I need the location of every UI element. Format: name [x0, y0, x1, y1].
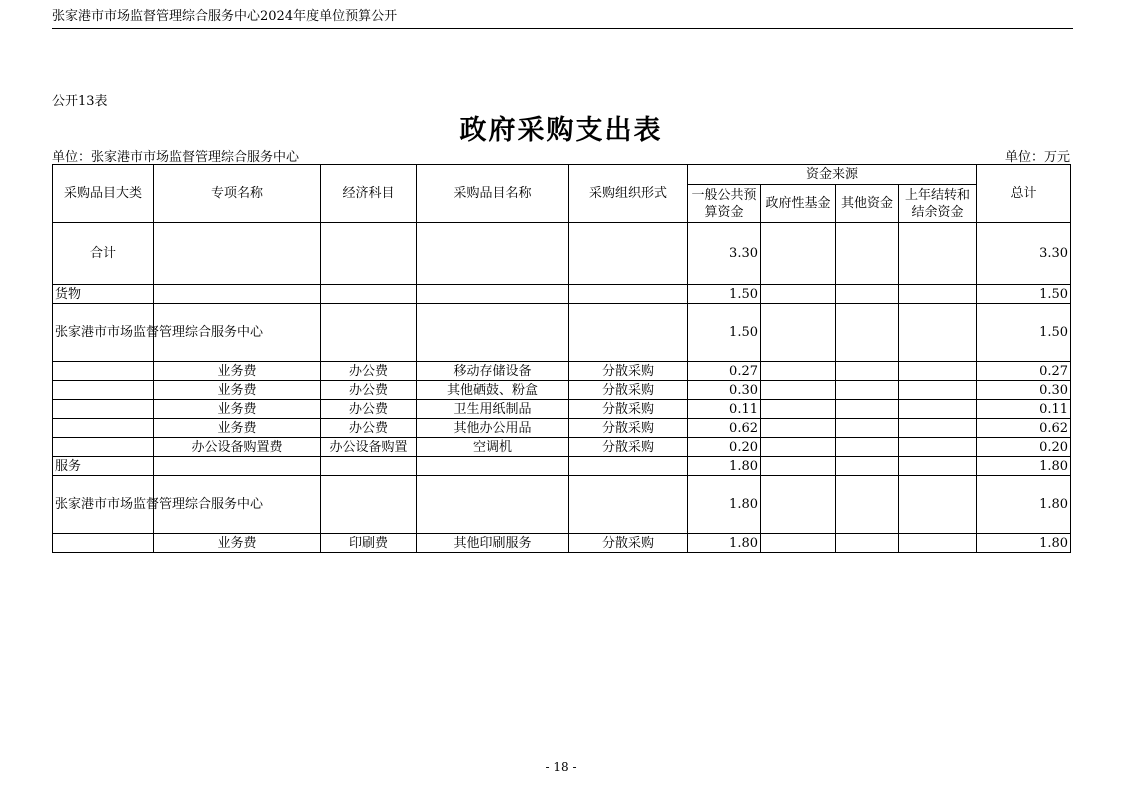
- table-row: [53, 534, 1071, 553]
- cell-project: 业务费: [154, 419, 321, 438]
- col-header-economic: 经济科目: [321, 165, 417, 223]
- page-title: 政府采购支出表: [459, 115, 663, 146]
- cell-total: 1.80: [977, 534, 1071, 553]
- table-row: [53, 400, 1071, 419]
- cell-category: 张家港市市场监督管理综合服务中心: [53, 476, 154, 534]
- cell-total: 0.27: [977, 362, 1071, 381]
- cell-total: 0.30: [977, 381, 1071, 400]
- col-header-carryover: 上年结转和结余资金: [899, 185, 977, 223]
- col-header-other-fund: 其他资金: [836, 185, 899, 223]
- cell-category: 货物: [53, 285, 154, 304]
- cell-item: 其他印刷服务: [417, 534, 569, 553]
- cell-project: 业务费: [154, 381, 321, 400]
- cell-general: 1.80: [688, 476, 761, 534]
- cell-general: 0.20: [688, 438, 761, 457]
- cell-total: 1.50: [977, 285, 1071, 304]
- document-header: 张家港市市场监督管理综合服务中心2024年度单位预算公开: [52, 8, 1073, 29]
- cell-method: 分散采购: [569, 381, 688, 400]
- cell-method: 分散采购: [569, 419, 688, 438]
- cell-category: 服务: [53, 457, 154, 476]
- col-header-category: 采购品目大类: [53, 165, 154, 223]
- col-header-funding-source: 资金来源: [688, 165, 977, 185]
- col-header-method: 采购组织形式: [569, 165, 688, 223]
- table-row-goods: [53, 285, 1071, 304]
- cell-project: 业务费: [154, 362, 321, 381]
- table-row-total: [53, 223, 1071, 285]
- cell-economic: 办公费: [321, 362, 417, 381]
- cell-general: 1.80: [688, 534, 761, 553]
- cell-economic: 办公费: [321, 400, 417, 419]
- cell-total: 3.30: [977, 223, 1071, 285]
- cell-total: 1.80: [977, 457, 1071, 476]
- col-header-gov-fund: 政府性基金: [761, 185, 836, 223]
- cell-general: 0.27: [688, 362, 761, 381]
- cell-project: 业务费: [154, 534, 321, 553]
- cell-general: 0.30: [688, 381, 761, 400]
- cell-total: 1.80: [977, 476, 1071, 534]
- cell-economic: 办公费: [321, 419, 417, 438]
- cell-project: 业务费: [154, 400, 321, 419]
- cell-general: 1.50: [688, 285, 761, 304]
- cell-category: 合计: [53, 223, 154, 285]
- cell-total: 0.62: [977, 419, 1071, 438]
- cell-item: 移动存储设备: [417, 362, 569, 381]
- table-row: [53, 438, 1071, 457]
- cell-item: 其他硒鼓、粉盒: [417, 381, 569, 400]
- col-header-item: 采购品目名称: [417, 165, 569, 223]
- cell-economic: 办公设备购置: [321, 438, 417, 457]
- table-number: 公开13表: [52, 94, 108, 109]
- cell-total: 0.20: [977, 438, 1071, 457]
- cell-item: 其他办公用品: [417, 419, 569, 438]
- table-row: [53, 419, 1071, 438]
- cell-method: 分散采购: [569, 438, 688, 457]
- table-row: [53, 362, 1071, 381]
- cell-total: 1.50: [977, 304, 1071, 362]
- cell-item: 空调机: [417, 438, 569, 457]
- cell-general: 1.50: [688, 304, 761, 362]
- cell-general: 0.62: [688, 419, 761, 438]
- col-header-total: 总计: [977, 165, 1071, 223]
- unit-currency: 单位：万元: [1004, 150, 1070, 165]
- cell-category: 张家港市市场监督管理综合服务中心: [53, 304, 154, 362]
- cell-method: 分散采购: [569, 534, 688, 553]
- cell-general: 0.11: [688, 400, 761, 419]
- cell-project: 办公设备购置费: [154, 438, 321, 457]
- cell-method: 分散采购: [569, 400, 688, 419]
- cell-method: 分散采购: [569, 362, 688, 381]
- col-header-project: 专项名称: [154, 165, 321, 223]
- cell-economic: 办公费: [321, 381, 417, 400]
- table-row-services: [53, 457, 1071, 476]
- procurement-table: [52, 164, 1071, 553]
- unit-organization: 单位：张家港市市场监督管理综合服务中心: [52, 150, 300, 165]
- cell-item: 卫生用纸制品: [417, 400, 569, 419]
- page-number: - 18 -: [545, 760, 577, 774]
- table-row-goods-unit: [53, 304, 1071, 362]
- cell-general: 1.80: [688, 457, 761, 476]
- table-row-services-unit: [53, 476, 1071, 534]
- cell-general: 3.30: [688, 223, 761, 285]
- col-header-general-budget: 一般公共预算资金: [688, 185, 761, 223]
- table-row: [53, 381, 1071, 400]
- cell-total: 0.11: [977, 400, 1071, 419]
- cell-economic: 印刷费: [321, 534, 417, 553]
